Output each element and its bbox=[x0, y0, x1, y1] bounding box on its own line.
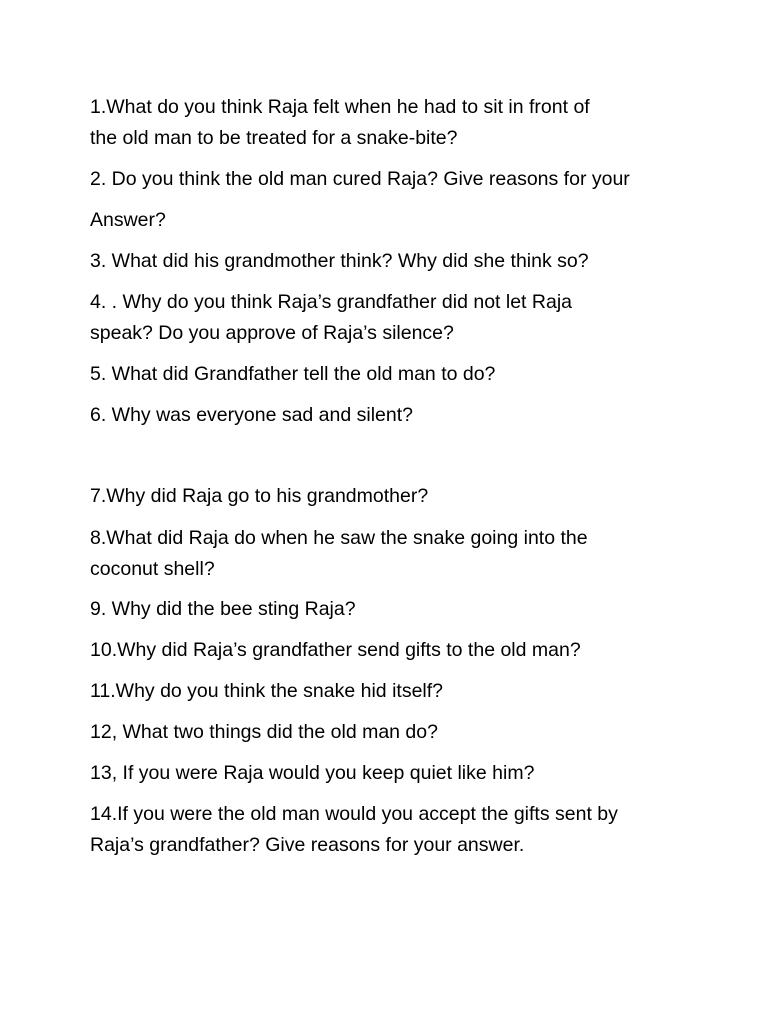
question-14 bbox=[90, 799, 690, 861]
question-13 bbox=[90, 758, 690, 789]
question-9 bbox=[90, 594, 690, 625]
question-9-line-1: 9. Why did the bee sting Raja? bbox=[90, 598, 356, 620]
question-4 bbox=[90, 287, 690, 349]
question-4-line-2: speak? Do you approve of Raja’s silence? bbox=[90, 322, 454, 344]
question-12 bbox=[90, 717, 690, 748]
question-3-line-1: 3. What did his grandmother think? Why did she think so? bbox=[90, 250, 589, 272]
question-2 bbox=[90, 164, 690, 195]
question-5 bbox=[90, 359, 690, 390]
question-6-line-1: 6. Why was everyone sad and silent? bbox=[90, 404, 414, 426]
question-7 bbox=[90, 481, 690, 512]
question-12-line-1: 12, What two things did the old man do? bbox=[90, 721, 438, 743]
question-8 bbox=[90, 523, 690, 585]
question-14-line-1: 14.If you were the old man would you accept the gifts sent by bbox=[90, 803, 618, 825]
question-2-line-2: Answer? bbox=[90, 209, 166, 231]
question-11 bbox=[90, 676, 690, 707]
question-8-line-1: 8.What did Raja do when he saw the snake going into the bbox=[90, 527, 588, 549]
question-14-line-2: Raja’s grandfather? Give reasons for your answer. bbox=[90, 834, 525, 856]
question-3 bbox=[90, 246, 690, 277]
question-2-line-1: 2. Do you think the old man cured Raja? Give reasons for your bbox=[90, 168, 630, 190]
question-4-line-1: 4. . Why do you think Raja’s grandfather did not let Raja bbox=[90, 291, 572, 313]
question-5-line-1: 5. What did Grandfather tell the old man to do? bbox=[90, 363, 496, 385]
question-1-line-1: 1.What do you think Raja felt when he had to sit in front of bbox=[90, 96, 590, 118]
question-10 bbox=[90, 635, 690, 666]
question-2-continuation bbox=[90, 205, 690, 236]
question-13-line-1: 13, If you were Raja would you keep quiet like him? bbox=[90, 762, 535, 784]
question-8-line-2: coconut shell? bbox=[90, 558, 215, 580]
question-6 bbox=[90, 400, 690, 431]
question-11-line-1: 11.Why do you think the snake hid itself? bbox=[90, 680, 444, 702]
question-1-line-2: the old man to be treated for a snake-bite? bbox=[90, 127, 458, 149]
question-7-line-1: 7.Why did Raja go to his grandmother? bbox=[90, 485, 429, 507]
question-1 bbox=[90, 92, 690, 154]
question-10-line-1: 10.Why did Raja’s grandfather send gifts to the old man? bbox=[90, 639, 581, 661]
